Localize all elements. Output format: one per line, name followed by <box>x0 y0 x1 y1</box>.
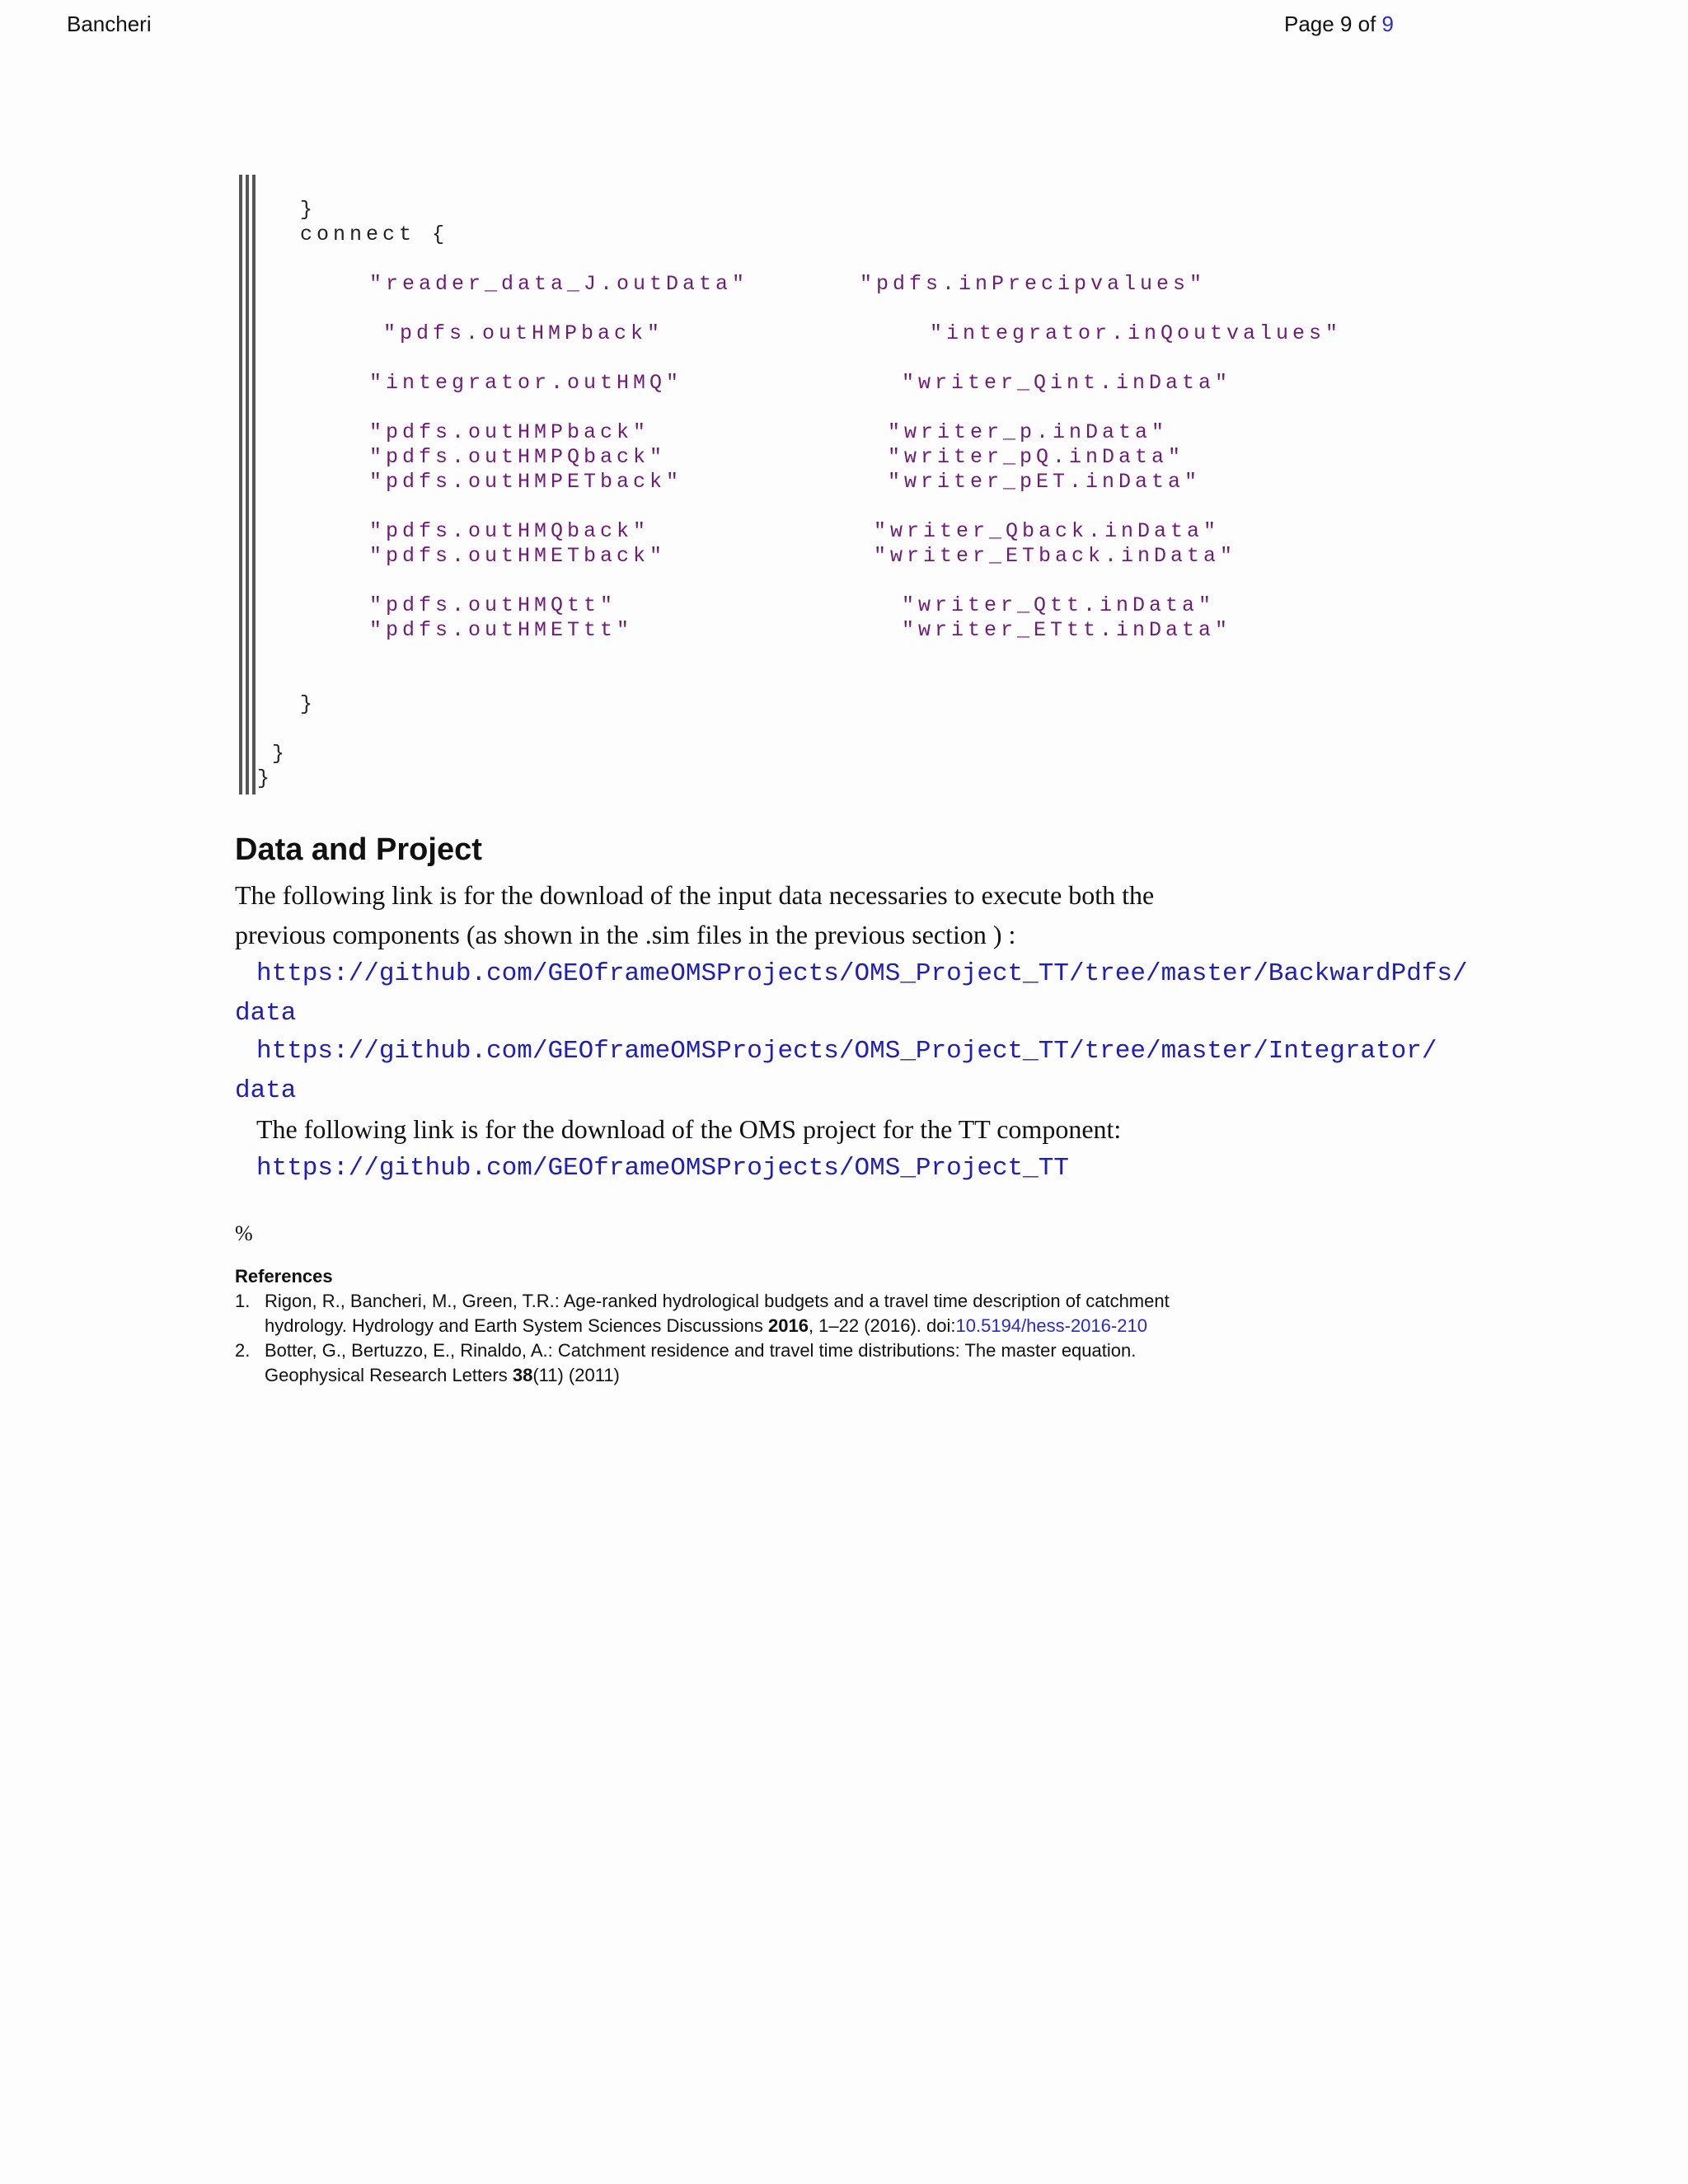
code-source: "pdfs.outHMPback" <box>383 321 664 345</box>
code-target: "writer_Qtt.inData" <box>902 593 1216 617</box>
backwardpdfs-data-link[interactable]: https://github.com/GEOframeOMSProjects/OMS_Project_TT/tree/master/BackwardPdfs/ <box>256 959 1468 988</box>
code-source: "pdfs.outHMQback" <box>369 519 650 543</box>
reference-volume: 2016 <box>767 1315 809 1336</box>
reference-line <box>265 1363 1170 1388</box>
reference-item <box>235 1289 1170 1338</box>
code-line: } <box>300 692 317 716</box>
code-target: "writer_pQ.inData" <box>888 445 1185 469</box>
code-source: "pdfs.outHMPETback" <box>369 470 683 494</box>
running-header-author: Bancheri <box>67 12 152 36</box>
reference-volume: 38 <box>512 1365 533 1385</box>
page-total-link[interactable]: 9 <box>1381 12 1395 36</box>
code-source: "pdfs.outHMETtt" <box>369 618 634 642</box>
code-source: "pdfs.outHMETback" <box>369 544 667 568</box>
code-line: } <box>272 742 289 766</box>
code-target: "writer_Qint.inData" <box>902 371 1232 395</box>
section-heading: Data and Project <box>235 832 482 867</box>
reference-text: , 1–22 (2016). doi: <box>808 1315 956 1336</box>
percent-sign: % <box>235 1221 253 1245</box>
reference-number: 1. <box>235 1291 251 1311</box>
page-number <box>1284 12 1394 37</box>
code-rule <box>239 175 242 794</box>
code-source: "pdfs.outHMPback" <box>369 420 650 444</box>
reference-text: hydrology. Hydrology and Earth System Sciences Discussions <box>265 1315 768 1336</box>
code-rule <box>246 175 249 794</box>
code-source: "integrator.outHMQ" <box>369 371 683 395</box>
code-target: "writer_ETback.inData" <box>874 544 1237 568</box>
code-source: "pdfs.outHMQtt" <box>369 593 617 617</box>
reference-item <box>235 1338 1170 1388</box>
reference-text: Geophysical Research Letters <box>265 1365 513 1385</box>
reference-text: (11) (2011) <box>532 1365 620 1385</box>
references <box>235 1264 1170 1388</box>
code-listing <box>236 175 1406 794</box>
page-number-prefix: Page 9 of <box>1284 12 1382 36</box>
paragraph-line: The following link is for the download of the input data necessaries to execute both the <box>235 880 1155 910</box>
reference-number: 2. <box>235 1340 251 1361</box>
code-line: } <box>257 766 274 790</box>
code-target: "pdfs.inPrecipvalues" <box>860 272 1207 296</box>
code-line: connect { <box>300 223 449 246</box>
code-source: "reader_data_J.outData" <box>369 272 749 296</box>
reference-line: Botter, G., Bertuzzo, E., Rinaldo, A.: Catchment residence and travel time distributions: The master equation. <box>265 1340 1137 1361</box>
code-source: "pdfs.outHMPQback" <box>369 445 667 469</box>
paragraph-line: The following link is for the download of the OMS project for the TT component: <box>256 1114 1122 1144</box>
doi-link[interactable]: 10.5194/hess-2016-210 <box>955 1315 1147 1336</box>
code-rule <box>252 175 256 794</box>
integrator-data-link[interactable]: https://github.com/GEOframeOMSProjects/OMS_Project_TT/tree/master/Integrator/ <box>256 1037 1437 1066</box>
code-target: "writer_ETtt.inData" <box>902 618 1232 642</box>
code-line: } <box>300 198 317 222</box>
integrator-data-link-cont[interactable]: data <box>235 1076 297 1105</box>
code-target: "integrator.inQoutvalues" <box>930 321 1343 345</box>
references-title: References <box>235 1266 333 1286</box>
reference-line: Rigon, R., Bancheri, M., Green, T.R.: Age-ranked hydrological budgets and a travel time description of catchment <box>265 1291 1170 1311</box>
code-target: "writer_p.inData" <box>888 420 1169 444</box>
code-target: "writer_Qback.inData" <box>874 519 1221 543</box>
backwardpdfs-data-link-cont[interactable]: data <box>235 999 297 1028</box>
paragraph-line: previous components (as shown in the .sim files in the previous section ) : <box>235 920 1016 949</box>
oms-project-link[interactable]: https://github.com/GEOframeOMSProjects/OMS_Project_TT <box>256 1154 1069 1183</box>
code-target: "writer_pET.inData" <box>888 470 1202 494</box>
reference-line <box>265 1314 1170 1338</box>
